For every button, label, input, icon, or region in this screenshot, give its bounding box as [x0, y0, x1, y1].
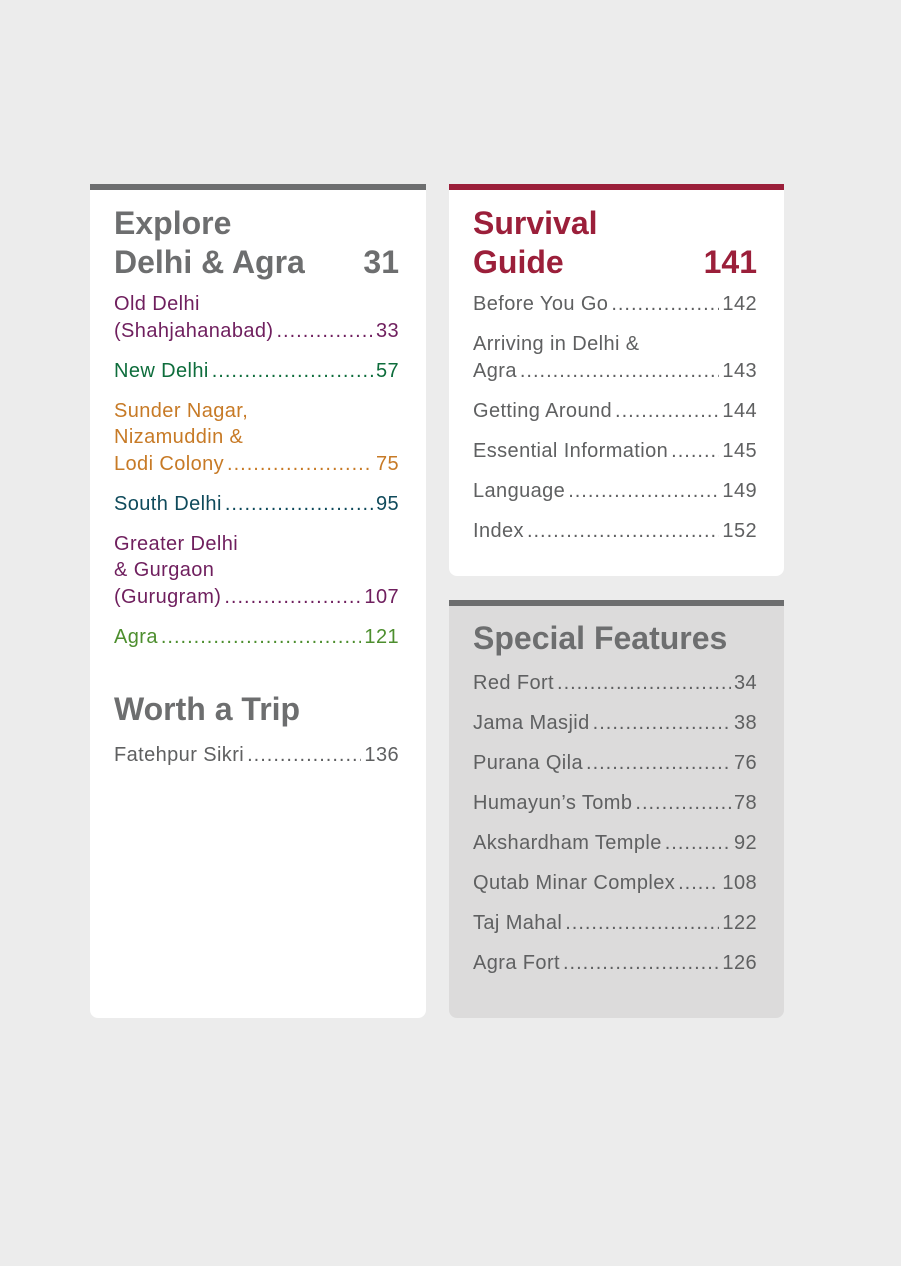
toc-entry-label: Humayun’s Tomb	[473, 792, 633, 814]
toc-entry[interactable]	[473, 830, 757, 857]
toc-entry[interactable]	[473, 291, 757, 318]
dot-leader	[276, 318, 372, 345]
dot-leader	[225, 491, 373, 518]
toc-entry-label: Taj Mahal	[473, 912, 563, 934]
explore-accent-bar	[90, 184, 426, 190]
toc-entry-page-number: 78	[733, 792, 757, 814]
toc-entry-page-number: 149	[722, 479, 757, 502]
toc-entry[interactable]	[114, 531, 399, 611]
toc-entry[interactable]	[473, 790, 757, 817]
toc-entry[interactable]	[114, 398, 399, 478]
dot-leader	[586, 750, 731, 777]
toc-entry[interactable]	[473, 950, 757, 977]
survival-page-number: 141	[703, 244, 757, 280]
toc-entry[interactable]	[473, 398, 757, 425]
dot-leader	[678, 870, 719, 897]
explore-page-number: 31	[363, 244, 399, 280]
toc-entry-page-number: 75	[375, 452, 399, 475]
toc-entry[interactable]	[114, 358, 399, 385]
toc-entry-page-number: 136	[364, 744, 399, 766]
toc-entry[interactable]	[114, 291, 399, 344]
dot-leader	[557, 670, 731, 697]
dot-leader	[615, 398, 719, 425]
toc-entry-label: Lodi Colony	[114, 452, 225, 475]
special-heading	[473, 619, 757, 658]
toc-entry-page-number: 121	[364, 625, 399, 648]
survival-entry-list	[473, 291, 757, 544]
toc-entry[interactable]	[473, 331, 757, 384]
dot-leader	[568, 478, 719, 505]
toc-entry[interactable]	[473, 710, 757, 737]
toc-entry-page-number: 122	[722, 912, 757, 934]
toc-entry-label: Agra Fort	[473, 952, 560, 974]
toc-entry-page-number: 143	[722, 359, 757, 382]
toc-entry[interactable]	[473, 518, 757, 545]
survival-title-line2: Guide	[473, 244, 564, 280]
toc-entry-page-number: 107	[364, 585, 399, 608]
toc-entry-page-number: 38	[733, 712, 757, 734]
special-entry-list	[473, 670, 757, 977]
explore-title-line2: Delhi & Agra	[114, 244, 305, 280]
special-title: Special Features	[473, 620, 728, 656]
toc-entry-label: Index	[473, 519, 524, 542]
toc-entry[interactable]	[473, 438, 757, 465]
dot-leader	[665, 830, 731, 857]
dot-leader	[611, 291, 719, 318]
survival-accent-bar	[449, 184, 784, 190]
toc-entry-label: Agra	[473, 359, 517, 382]
toc-entry-page-number: 144	[722, 399, 757, 422]
explore-title-line1: Explore	[114, 205, 232, 241]
dot-leader	[527, 518, 719, 545]
toc-entry[interactable]	[473, 478, 757, 505]
toc-entry-page-number: 108	[722, 872, 757, 894]
toc-entry-label-line: Sunder Nagar,	[114, 399, 249, 422]
toc-entry-label-line: Nizamuddin &	[114, 426, 244, 448]
toc-entry[interactable]	[473, 670, 757, 697]
toc-entry-label: Before You Go	[473, 293, 609, 315]
dot-leader	[227, 451, 373, 478]
toc-entry-label-line: & Gurgaon	[114, 559, 215, 581]
dot-leader	[212, 358, 373, 385]
toc-entry[interactable]	[473, 910, 757, 937]
dot-leader	[520, 358, 720, 385]
survival-guide-section	[449, 184, 784, 576]
toc-entry-label: Fatehpur Sikri	[114, 744, 245, 766]
toc-entry-label: Akshardham Temple	[473, 832, 662, 854]
toc-entry[interactable]	[114, 742, 399, 769]
toc-entry[interactable]	[114, 624, 399, 651]
toc-entry-page-number: 95	[375, 492, 399, 515]
survival-title-line1: Survival	[473, 205, 598, 241]
survival-heading[interactable]	[473, 204, 757, 282]
toc-entry-label: Purana Qila	[473, 752, 584, 774]
toc-entry-label: Essential Information	[473, 439, 669, 462]
toc-entry-label: Jama Masjid	[473, 712, 590, 734]
worth-trip-heading	[114, 690, 399, 729]
toc-entry-page-number: 142	[722, 293, 757, 315]
toc-entry-label: Getting Around	[473, 399, 613, 422]
special-accent-bar	[449, 600, 784, 606]
toc-entry[interactable]	[473, 870, 757, 897]
toc-entry-page-number: 57	[375, 359, 399, 382]
toc-entry-label: (Gurugram)	[114, 585, 222, 608]
toc-entry-label: Agra	[114, 625, 158, 648]
dot-leader	[161, 624, 362, 651]
toc-entry-page-number: 152	[722, 519, 757, 542]
toc-entry-label: Qutab Minar Complex	[473, 872, 676, 894]
dot-leader	[224, 584, 361, 611]
toc-entry[interactable]	[114, 491, 399, 518]
special-features-section	[449, 600, 784, 1018]
toc-entry-label: South Delhi	[114, 492, 222, 515]
toc-entry-label: Language	[473, 479, 566, 502]
toc-entry-page-number: 34	[733, 672, 757, 694]
toc-entry[interactable]	[473, 750, 757, 777]
toc-entry-label-line: Arriving in Delhi &	[473, 333, 640, 355]
explore-entry-list	[114, 291, 399, 650]
dot-leader	[563, 950, 719, 977]
explore-section	[90, 184, 426, 1018]
dot-leader	[671, 438, 719, 465]
toc-entry-page-number: 33	[375, 319, 399, 342]
dot-leader	[635, 790, 731, 817]
explore-heading[interactable]	[114, 204, 399, 282]
worth-trip-entry-list	[114, 742, 399, 769]
toc-entry-label: (Shahjahanabad)	[114, 319, 274, 342]
toc-entry-label: New Delhi	[114, 359, 209, 382]
worth-trip-title: Worth a Trip	[114, 691, 301, 727]
dot-leader	[565, 910, 719, 937]
dot-leader	[247, 742, 361, 769]
dot-leader	[593, 710, 731, 737]
toc-entry-page-number: 76	[733, 752, 757, 774]
toc-entry-label: Red Fort	[473, 672, 555, 694]
toc-entry-page-number: 126	[722, 952, 757, 974]
toc-entry-page-number: 145	[722, 439, 757, 462]
toc-entry-label-line: Old Delhi	[114, 293, 200, 315]
toc-entry-page-number: 92	[733, 832, 757, 854]
toc-entry-label-line: Greater Delhi	[114, 532, 239, 555]
